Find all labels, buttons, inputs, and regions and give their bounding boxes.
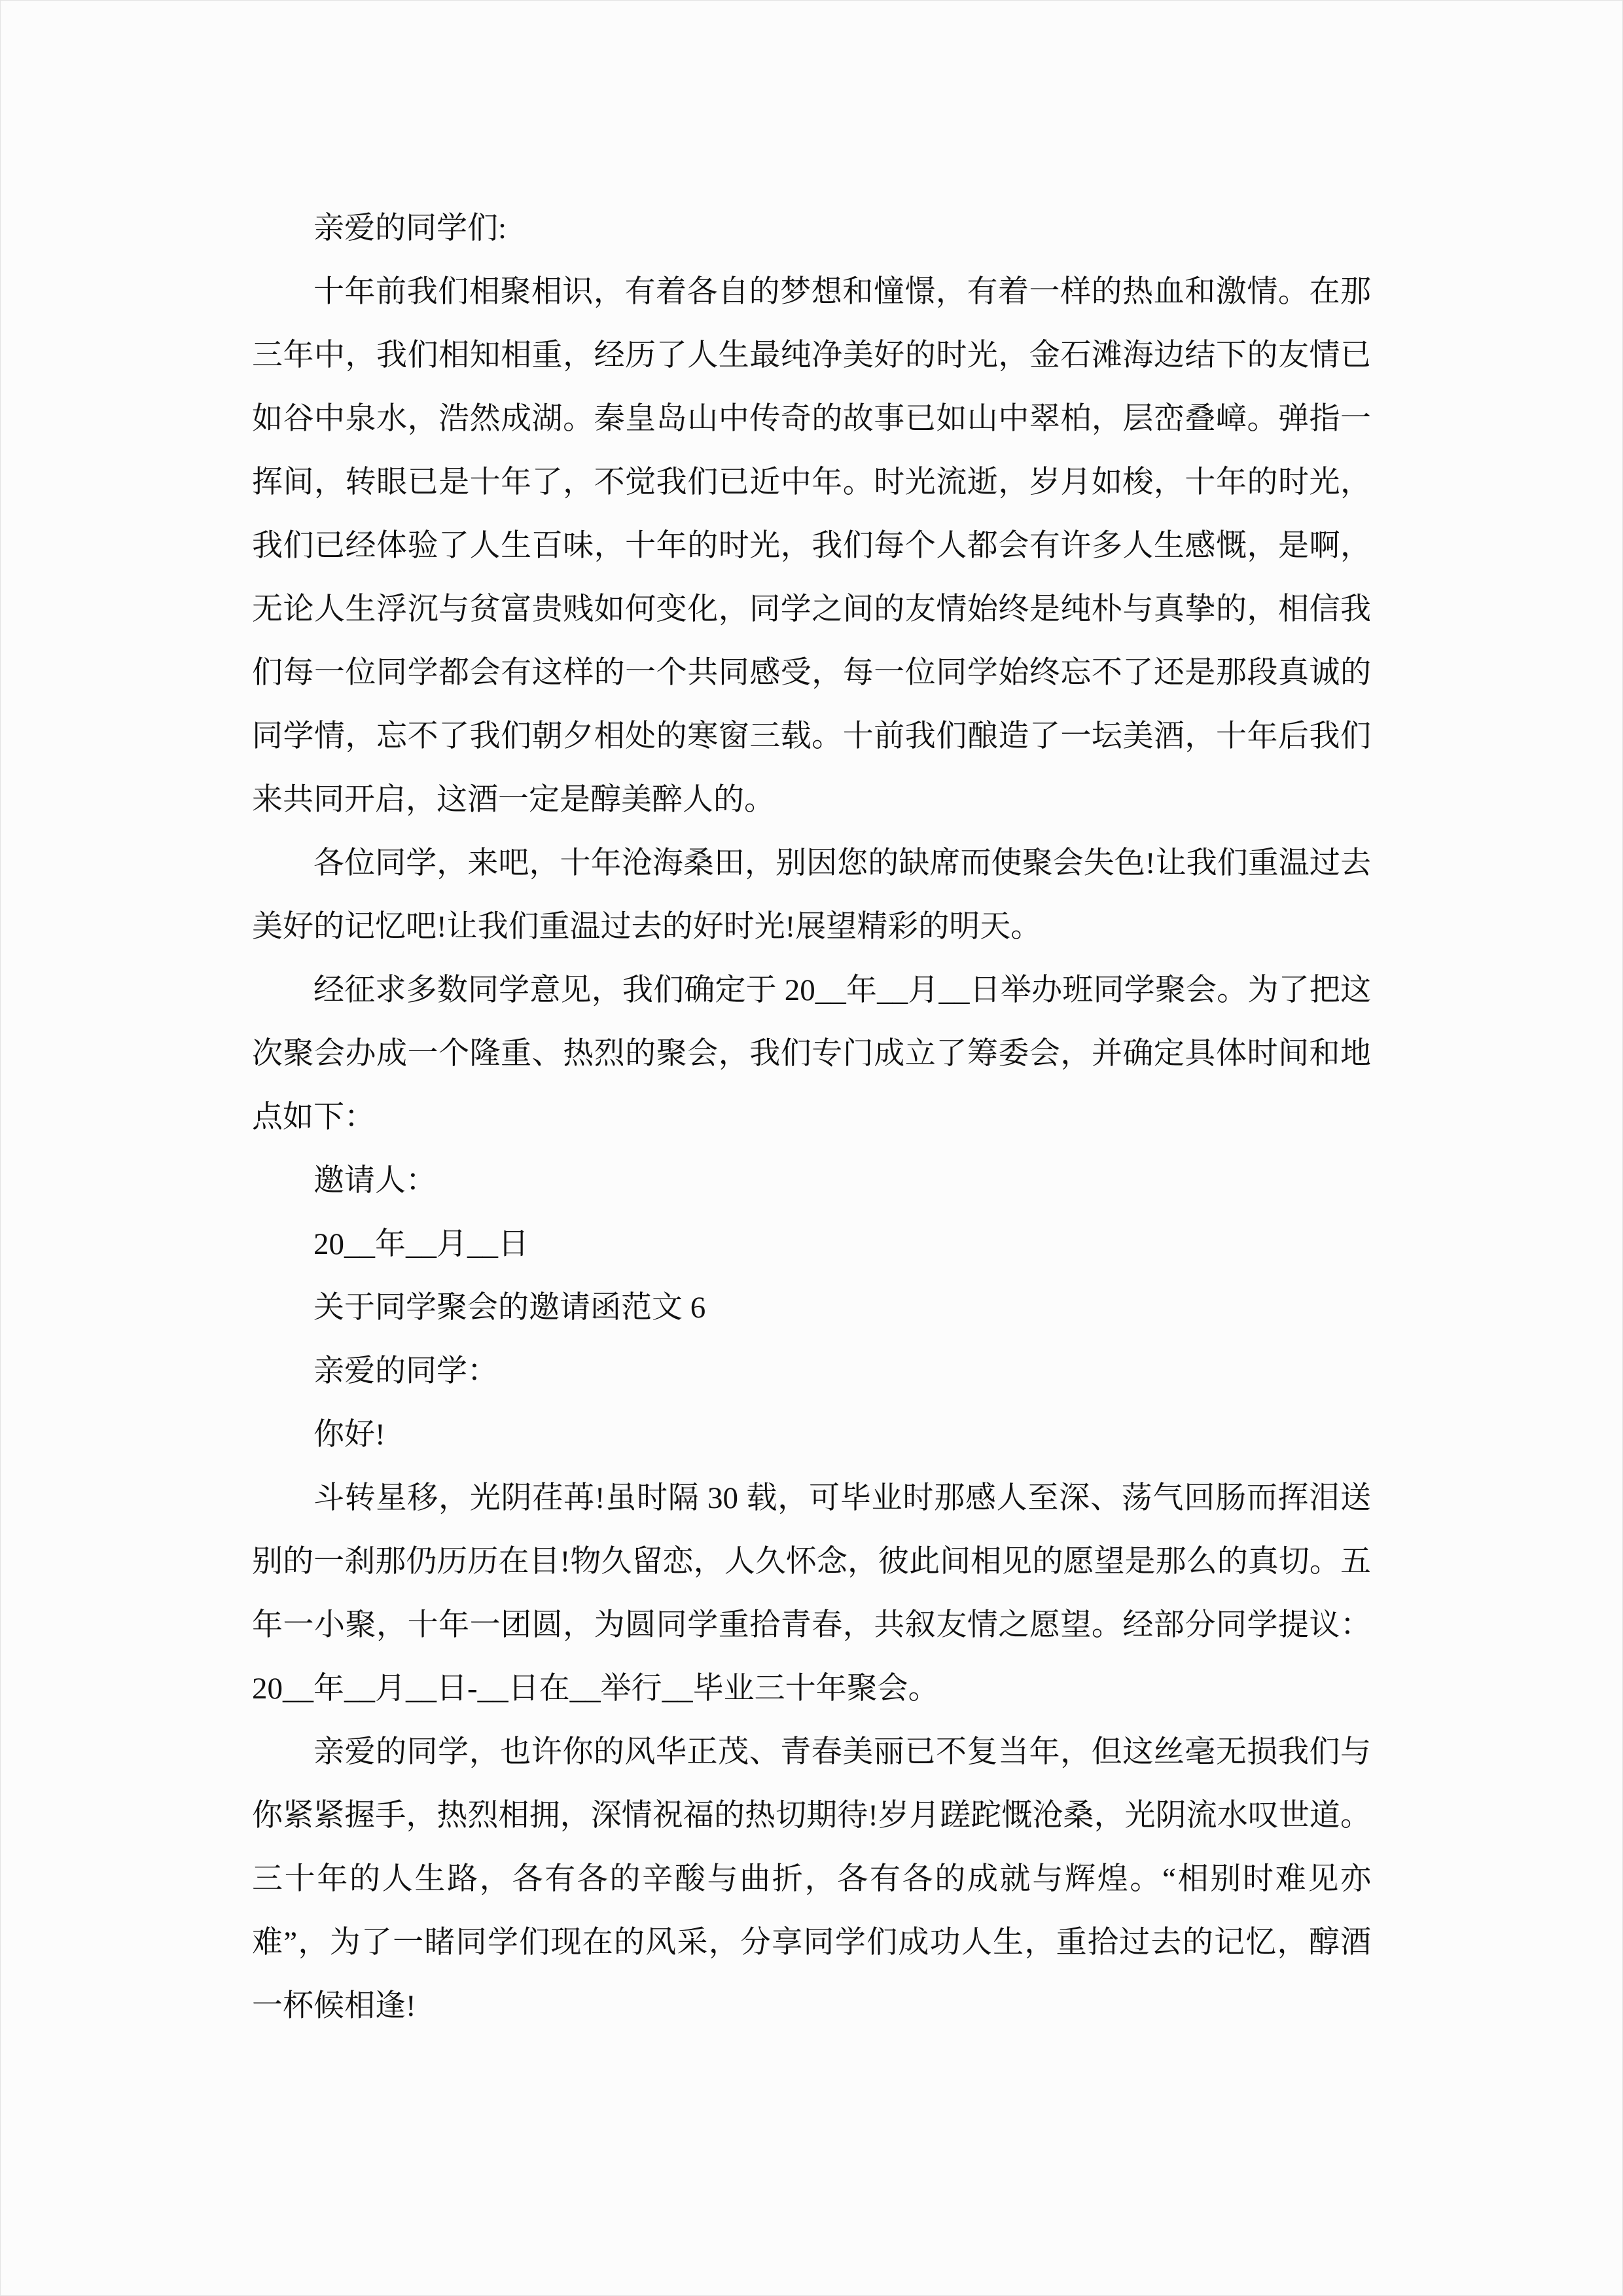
paragraph: 20__年__月__日 <box>313 1227 529 1261</box>
paragraph: 亲爱的同学： <box>313 1354 498 1388</box>
paragraph: 经征求多数同学意见，我们确定于 20__年__月__日举办班同学聚会。为了把这次聚会办成一个隆重、热烈的聚会，我们专门成立了筹委会，并确定具体时间和地点如下： <box>252 973 1371 1134</box>
paragraph: 你好! <box>313 1418 385 1452</box>
paragraph: 亲爱的同学们: <box>313 211 507 245</box>
paragraph: 邀请人： <box>313 1164 437 1198</box>
paragraph: 关于同学聚会的邀请函范文 6 <box>313 1291 706 1325</box>
paragraph: 亲爱的同学，也许你的风华正茂、青春美丽已不复当年，但这丝毫无损我们与你紧紧握手，热烈相拥，深情祝福的热切期待!岁月蹉跎慨沧桑，光阴流水叹世道。三十年的人生路，各有各的辛酸与曲折，各有各的成就与辉煌。“相别时难见亦难”，为了一睹同学们现在的风采，分享同学们成功人生，重拾过去的记忆，醇酒一杯候相逢! <box>252 1735 1371 2023</box>
paragraph: 十年前我们相聚相识，有着各自的梦想和憧憬，有着一样的热血和激情。在那三年中，我们相知相重，经历了人生最纯净美好的时光，金石滩海边结下的友情已如谷中泉水，浩然成湖。秦皇岛山中传奇的故事已如山中翠柏，层峦叠嶂。弹指一挥间，转眼已是十年了，不觉我们已近中年。时光流逝，岁月如梭，十年的时光，我们已经体验了人生百味，十年的时光，我们每个人都会有许多人生感慨，是啊，无论人生浮沉与贫富贵贱如何变化，同学之间的友情始终是纯朴与真挚的，相信我们每一位同学都会有这样的一个共同感受，每一位同学始终忘不了还是那段真诚的同学情，忘不了我们朝夕相处的寒窗三载。十前我们酿造了一坛美酒，十年后我们来共同开启，这酒一定是醇美醉人的。 <box>252 275 1371 817</box>
paragraph: 斗转星移，光阴荏苒!虽时隔 30 载，可毕业时那感人至深、荡气回肠而挥泪送别的一刹那仍历历在目!物久留恋，人久怀念，彼此间相见的愿望是那么的真切。五年一小聚，十年一团圆，为圆同学重拾青春，共叙友情之愿望。经部分同学提议：20__年__月__日-__日在__举行__毕业三十年聚会。 <box>252 1481 1371 1706</box>
paragraph: 各位同学，来吧，十年沧海桑田，别因您的缺席而使聚会失色!让我们重温过去美好的记忆吧!让我们重温过去的好时光!展望精彩的明天。 <box>252 846 1371 944</box>
document-body <box>252 1 1371 2038</box>
